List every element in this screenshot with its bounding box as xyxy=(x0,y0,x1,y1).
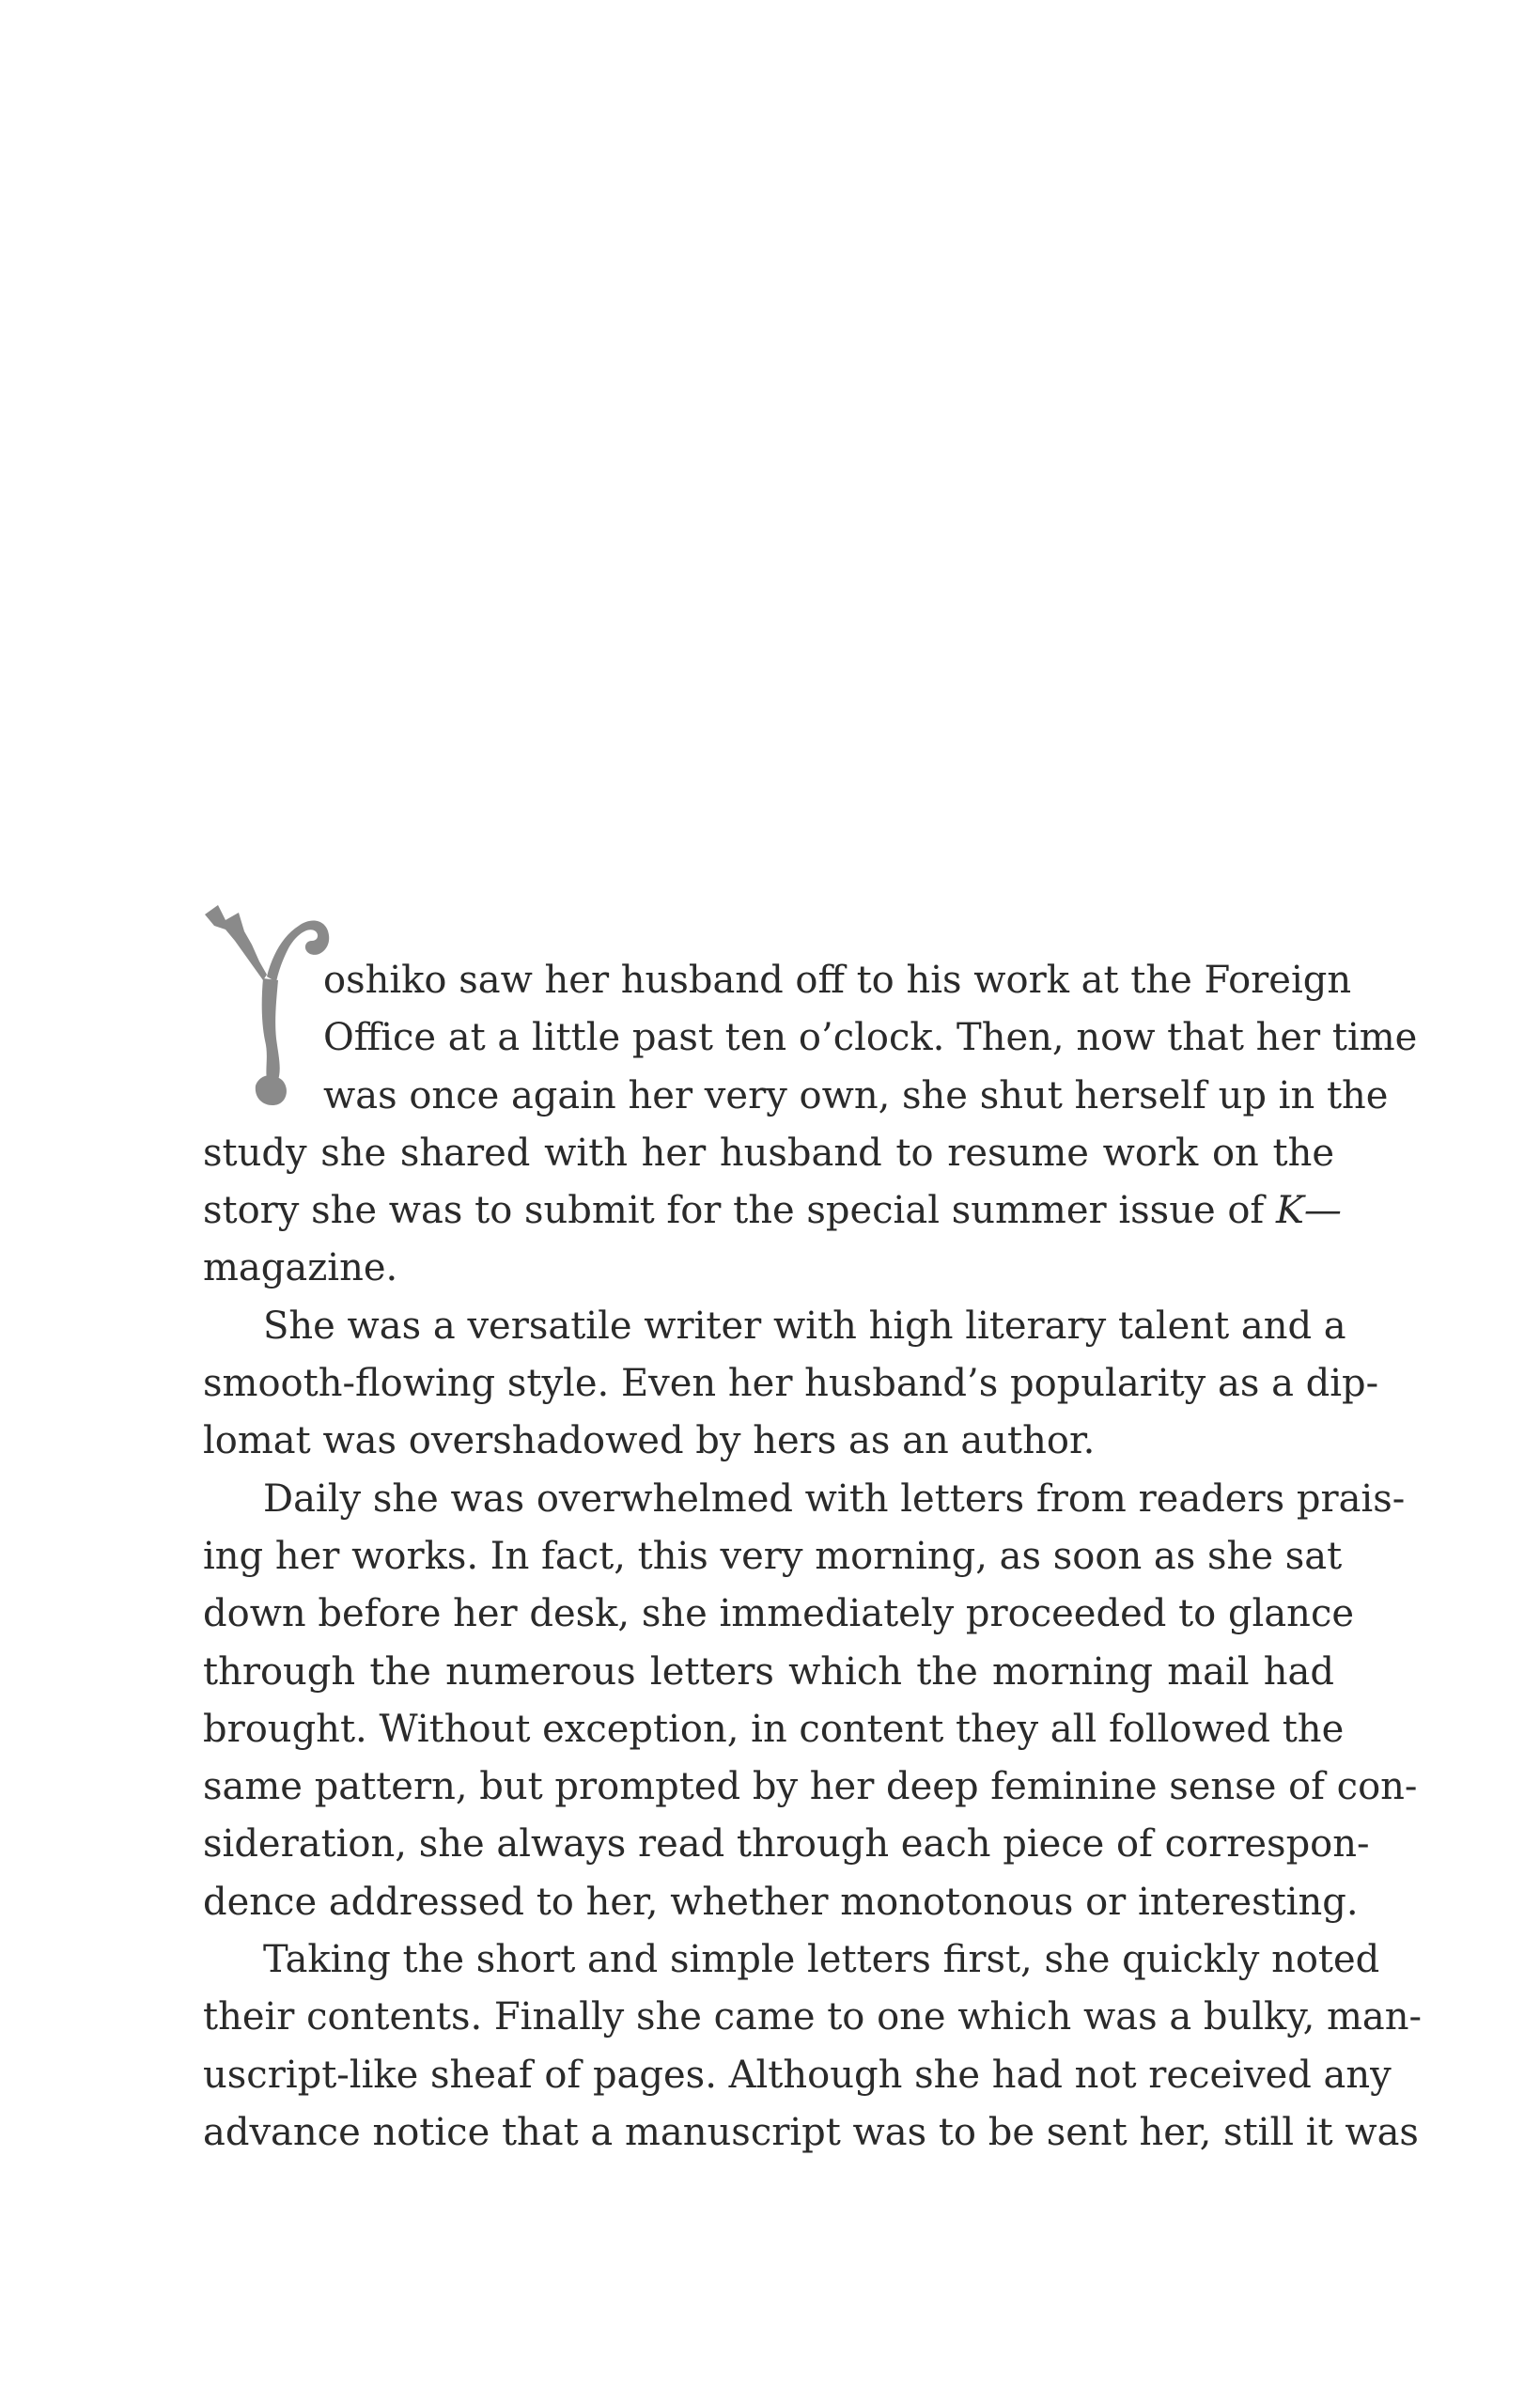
text-line: their contents. Finally she came to one which was a bulky, man- xyxy=(203,1995,1423,2039)
paragraph-3 xyxy=(203,1471,1418,1931)
text-line: study she shared with her husband to resume work on the xyxy=(203,1131,1334,1175)
text-line: uscript-like sheaf of pages. Although she had not received any xyxy=(203,2053,1392,2097)
text-line: magazine. xyxy=(203,1246,398,1290)
paragraph-1 xyxy=(203,952,1418,1298)
text-line: oshiko saw her husband off to his work at the Foreign xyxy=(323,959,1352,1002)
italic-magazine-initial: K— xyxy=(1275,1189,1342,1233)
text-line: through the numerous letters which the morning mail had xyxy=(203,1649,1334,1694)
text-segment: story she was to submit for the special summer issue of xyxy=(203,1189,1276,1233)
text-line-with-italic xyxy=(203,1182,1342,1240)
text-line: Taking the short and simple letters first, she quickly noted xyxy=(263,1938,1380,1982)
text-line: ing her works. In fact, this very morning, as soon as she sat xyxy=(203,1534,1343,1578)
text-line: smooth-flowing style. Even her husband’s popularity as a dip- xyxy=(203,1362,1379,1406)
body-text xyxy=(203,952,1423,2162)
text-line: She was a versatile writer with high literary talent and a xyxy=(263,1304,1346,1348)
text-line: brought. Without exception, in content they all followed the xyxy=(203,1707,1345,1751)
text-line: down before her desk, she immediately proceeded to glance xyxy=(203,1592,1355,1636)
text-line: Office at a little past ten o’clock. Then, now that her time xyxy=(323,1016,1418,1060)
paragraph-2 xyxy=(203,1298,1379,1471)
text-line: Daily she was overwhelmed with letters from readers prais- xyxy=(263,1476,1406,1521)
text-line: was once again her very own, she shut herself up in the xyxy=(323,1073,1389,1117)
text-line: sideration, she always read through each piece of correspon- xyxy=(203,1822,1370,1867)
text-line: advance notice that a manuscript was to be sent her, still it was xyxy=(203,2110,1419,2154)
text-line: same pattern, but prompted by her deep feminine sense of con- xyxy=(203,1765,1418,1809)
text-line: lomat was overshadowed by hers as an author. xyxy=(203,1419,1096,1463)
paragraph-4 xyxy=(203,1931,1423,2162)
text-line: dence addressed to her, whether monotonous or interesting. xyxy=(203,1880,1359,1924)
